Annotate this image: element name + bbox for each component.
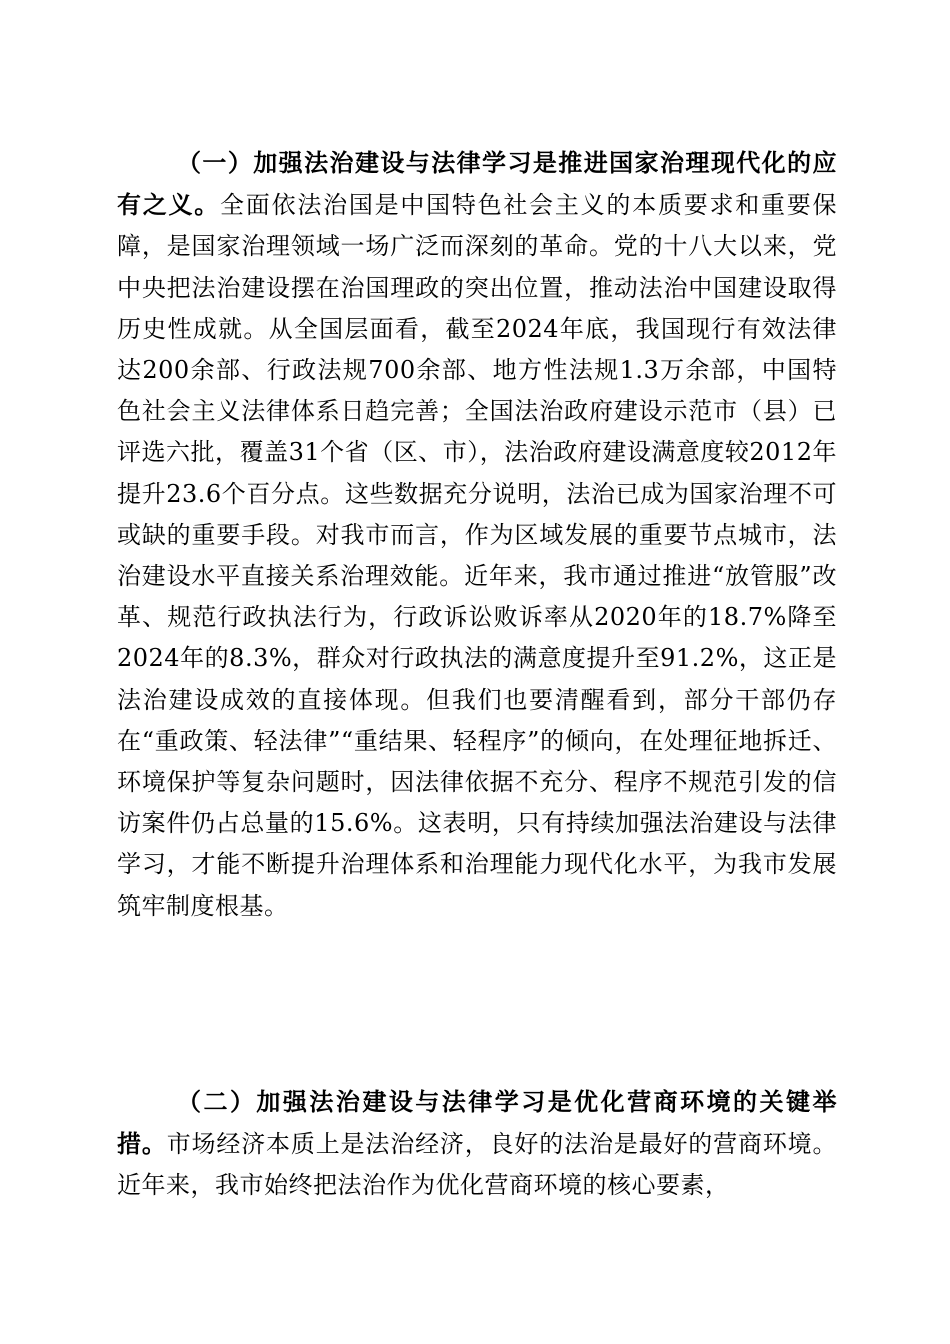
paragraph-2-body: 市场经济本质上是法治经济，良好的法治是最好的营商环境。近年来，我市始终把法治作为优化营商环境的核心要素，	[117, 1130, 838, 1200]
paragraph-2-heading: （二）加强法治建设与法律学习是优化营商环境的关键举措。	[117, 1087, 837, 1159]
paragraph-1-body: 全面依法治国是中国特色社会主义的本质要求和重要保障，是国家治理领域一场广泛而深刻的革命。党的十八大以来，党中央把法治建设摆在治国理政的突出位置，推动法治中国建设取得历史性成就。从全国层面看，截至2024年底，我国现行有效法律达200余部、行政法规700余部、地方性法规1.3万余部，中国特色社会主义法律体系日趋完善；全国法治政府建设示范市（县）已评选六批，覆盖31个省（区、市），法治政府建设满意度较2012年提升23.6个百分点。这些数据充分说明，法治已成为国家治理不可或缺的重要手段。对我市而言，作为区域发展的重要节点城市，法治建设水平直接关系治理效能。近年来，我市通过推进“放管服”改革、规范行政执法行为，行政诉讼败诉率从2020年的18.7%降至2024年的8.3%，群众对行政执法的满意度提升至91.2%，这正是法治建设成效的直接体现。但我们也要清醒看到，部分干部仍存在“重政策、轻法律”“重结果、轻程序”的倾向，在处理征地拆迁、环境保护等复杂问题时，因法律依据不充分、程序不规范引发的信访案件仍占总量的15.6%。这表明，只有持续加强法治建设与法律学习，才能不断提升治理体系和治理能力现代化水平，为我市发展筑牢制度根基。	[117, 191, 838, 920]
paragraph-2	[117, 1081, 837, 1207]
paragraph-1	[117, 142, 837, 927]
paragraph-1-heading: （一）加强法治建设与法律学习是推进国家治理现代化的应有之义。	[117, 148, 837, 220]
